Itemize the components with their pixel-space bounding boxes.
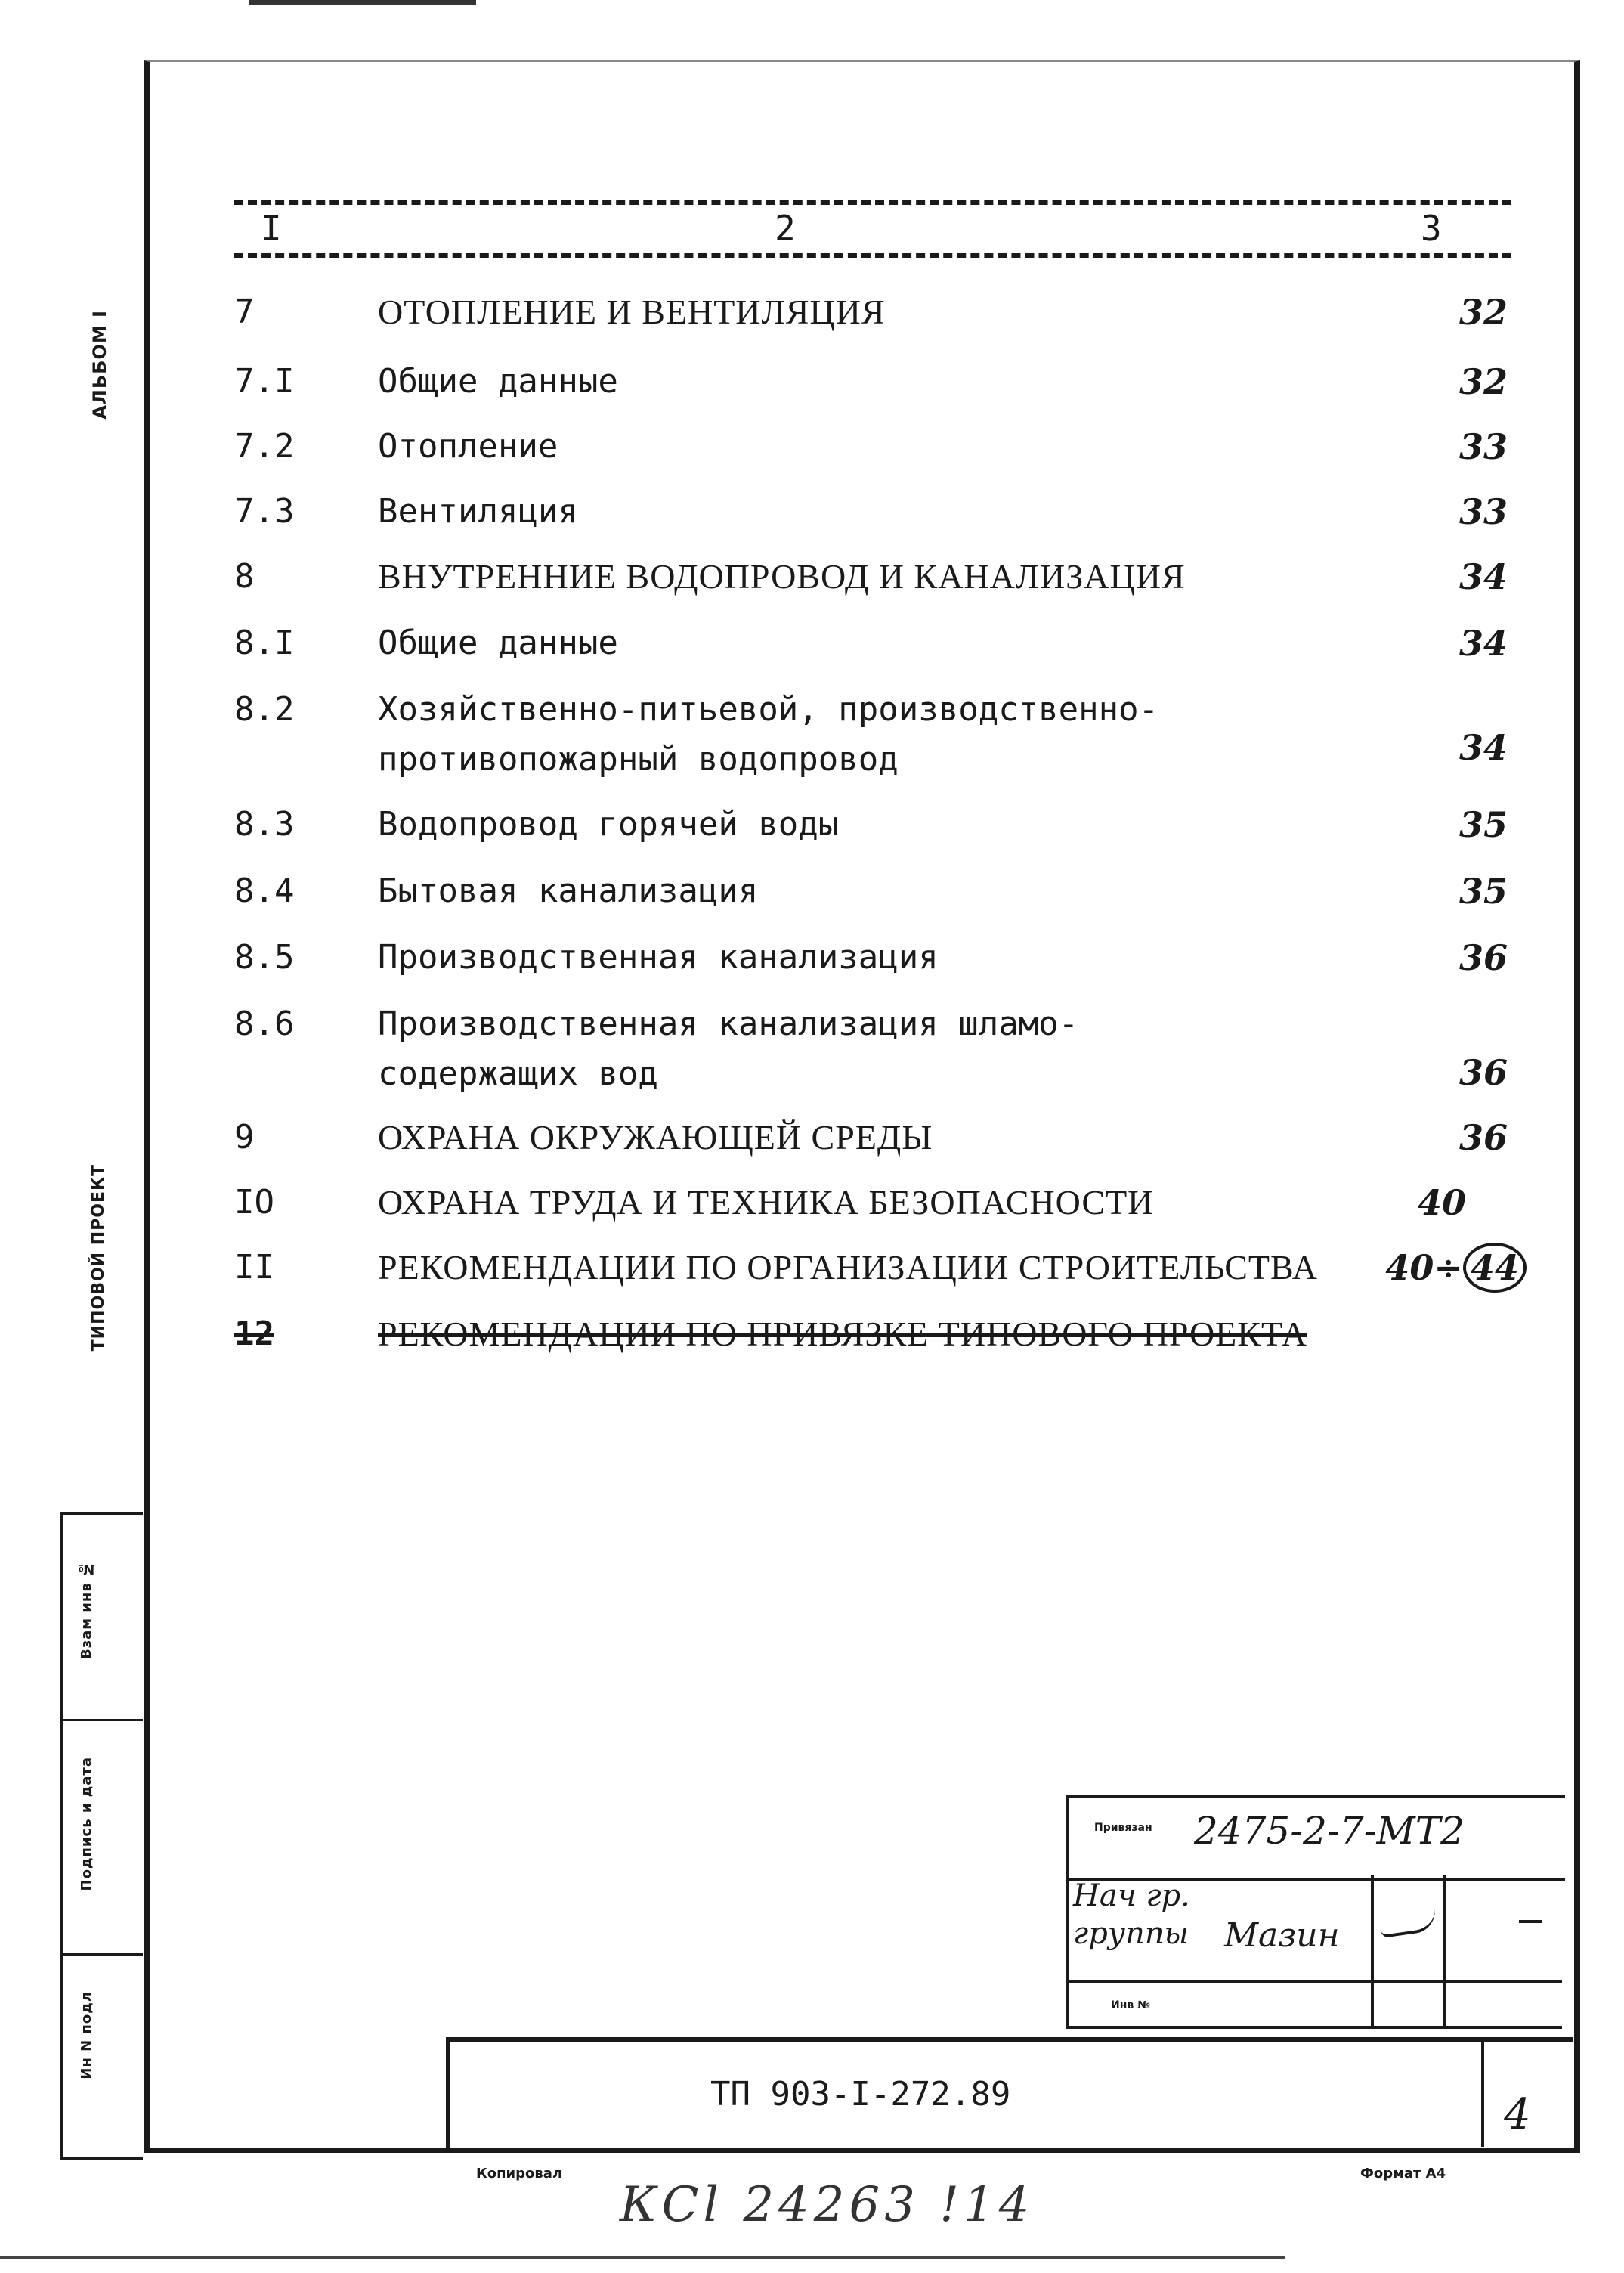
role-label: Нач гр. [1073,1878,1190,1913]
privyazan-label: Привязан [1094,1822,1152,1834]
copied-label: Копировал [476,2166,563,2182]
left-stamp-column [60,1512,143,2160]
page-number: 36 [1459,1052,1508,1093]
section-title: Общие данные [378,362,618,401]
header-top-rule [234,200,1511,205]
section-number: 8.6 [234,1005,295,1043]
list-item [234,685,1534,791]
page-number: 34 [1459,556,1508,597]
header-bottom-rule [234,253,1511,258]
handwritten-archive-number: КСl 24263 !14 [620,2177,1035,2233]
section-title: ОХРАНА ТРУДА И ТЕХНИКА БЕЗОПАСНОСТИ [378,1183,1154,1222]
section-number: II [234,1248,274,1287]
dash-mark [1519,1920,1542,1923]
page-number: 33 [1459,491,1508,532]
project-label: ТИПОВОЙ ПРОЕКТ [89,1164,108,1352]
signature-cell [1368,1875,1446,2029]
section-number: 7.2 [234,427,295,466]
page-number: 35 [1459,804,1508,845]
document-code: ТП 903-I-272.89 [710,2075,1011,2114]
grid-line [1066,1980,1562,1983]
privyazan-value: 2475-2-7-МТ2 [1194,1809,1465,1853]
page-number: 34 [1459,623,1508,664]
page-number: 35 [1459,871,1508,912]
section-title: Общие данные [378,624,618,662]
sheet-cell [1443,1875,1562,2029]
section-title: Хозяйственно-питьевой, производственно- [378,690,1159,729]
header-col-2: 2 [775,208,796,249]
executor-name: Мазин [1224,1916,1340,1955]
page-number: 40 [1417,1182,1466,1223]
page-number: 36 [1459,937,1508,978]
page-number: 32 [1459,361,1508,402]
list-item [234,999,1534,1105]
section-number: 12 [234,1315,274,1353]
page-number: 32 [1459,292,1508,333]
format-label: Формат А4 [1360,2166,1446,2182]
section-title: ВНУТРЕННИЕ ВОДОПРОВОД И КАНАЛИЗАЦИЯ [378,557,1186,596]
vzam-inv-label: Взам инв № [79,1560,94,1660]
page-range-start: 40÷ [1385,1247,1463,1288]
section-number: 8.I [234,624,295,662]
section-title: Производственная канализация [378,938,939,977]
circled-page-number: 44 [1463,1243,1527,1293]
sheet-number: 4 [1504,2090,1531,2139]
section-number: 8.2 [234,690,295,729]
inv-podl-label: Ин N подл [79,1991,94,2079]
podpis-data-label: Подпись и дата [79,1757,94,1891]
section-title: РЕКОМЕНДАЦИИ ПО ОРГАНИЗАЦИИ СТРОИТЕЛЬСТВА [378,1248,1319,1287]
bottom-scan-rule [0,2256,1285,2259]
section-number: 7.I [234,362,295,401]
section-title: Отопление [378,427,558,466]
scan-top-mark [249,0,476,11]
section-number: 8.4 [234,872,295,910]
section-number: 8.3 [234,805,295,844]
section-title: ОХРАНА ОКРУЖАЮЩЕЙ СРЕДЫ [378,1118,933,1157]
section-number: 7 [234,293,255,331]
page-number: 34 [1459,727,1508,768]
page-number: 33 [1459,426,1508,467]
section-title: Бытовая канализация [378,872,759,910]
section-number: 9 [234,1118,255,1157]
section-number: 8 [234,557,255,596]
header-col-1: I [261,208,282,249]
section-title: Вентиляция [378,492,578,531]
section-title-cont: содержащих вод [378,1054,658,1093]
inv-label: Инв № [1111,1999,1150,2011]
section-number: 8.5 [234,938,295,977]
page-number: 36 [1459,1117,1508,1158]
section-title: ОТОПЛЕНИЕ И ВЕНТИЛЯЦИЯ [378,293,886,331]
section-title: Водопровод горячей воды [378,805,839,844]
section-title-cont: противопожарный водопровод [378,740,899,779]
section-title: РЕКОМЕНДАЦИИ ПО ПРИВЯЗКЕ ТИПОВОГО ПРОЕКТА [378,1315,1307,1353]
album-label: АЛЬБОМ I [89,310,110,420]
page-number [1345,1243,1527,1293]
header-col-3: 3 [1421,208,1442,249]
section-number: IO [234,1183,274,1222]
section-title: Производственная канализация шламо- [378,1005,1079,1043]
role-label-2: группы [1073,1916,1189,1951]
section-number: 7.3 [234,492,295,531]
